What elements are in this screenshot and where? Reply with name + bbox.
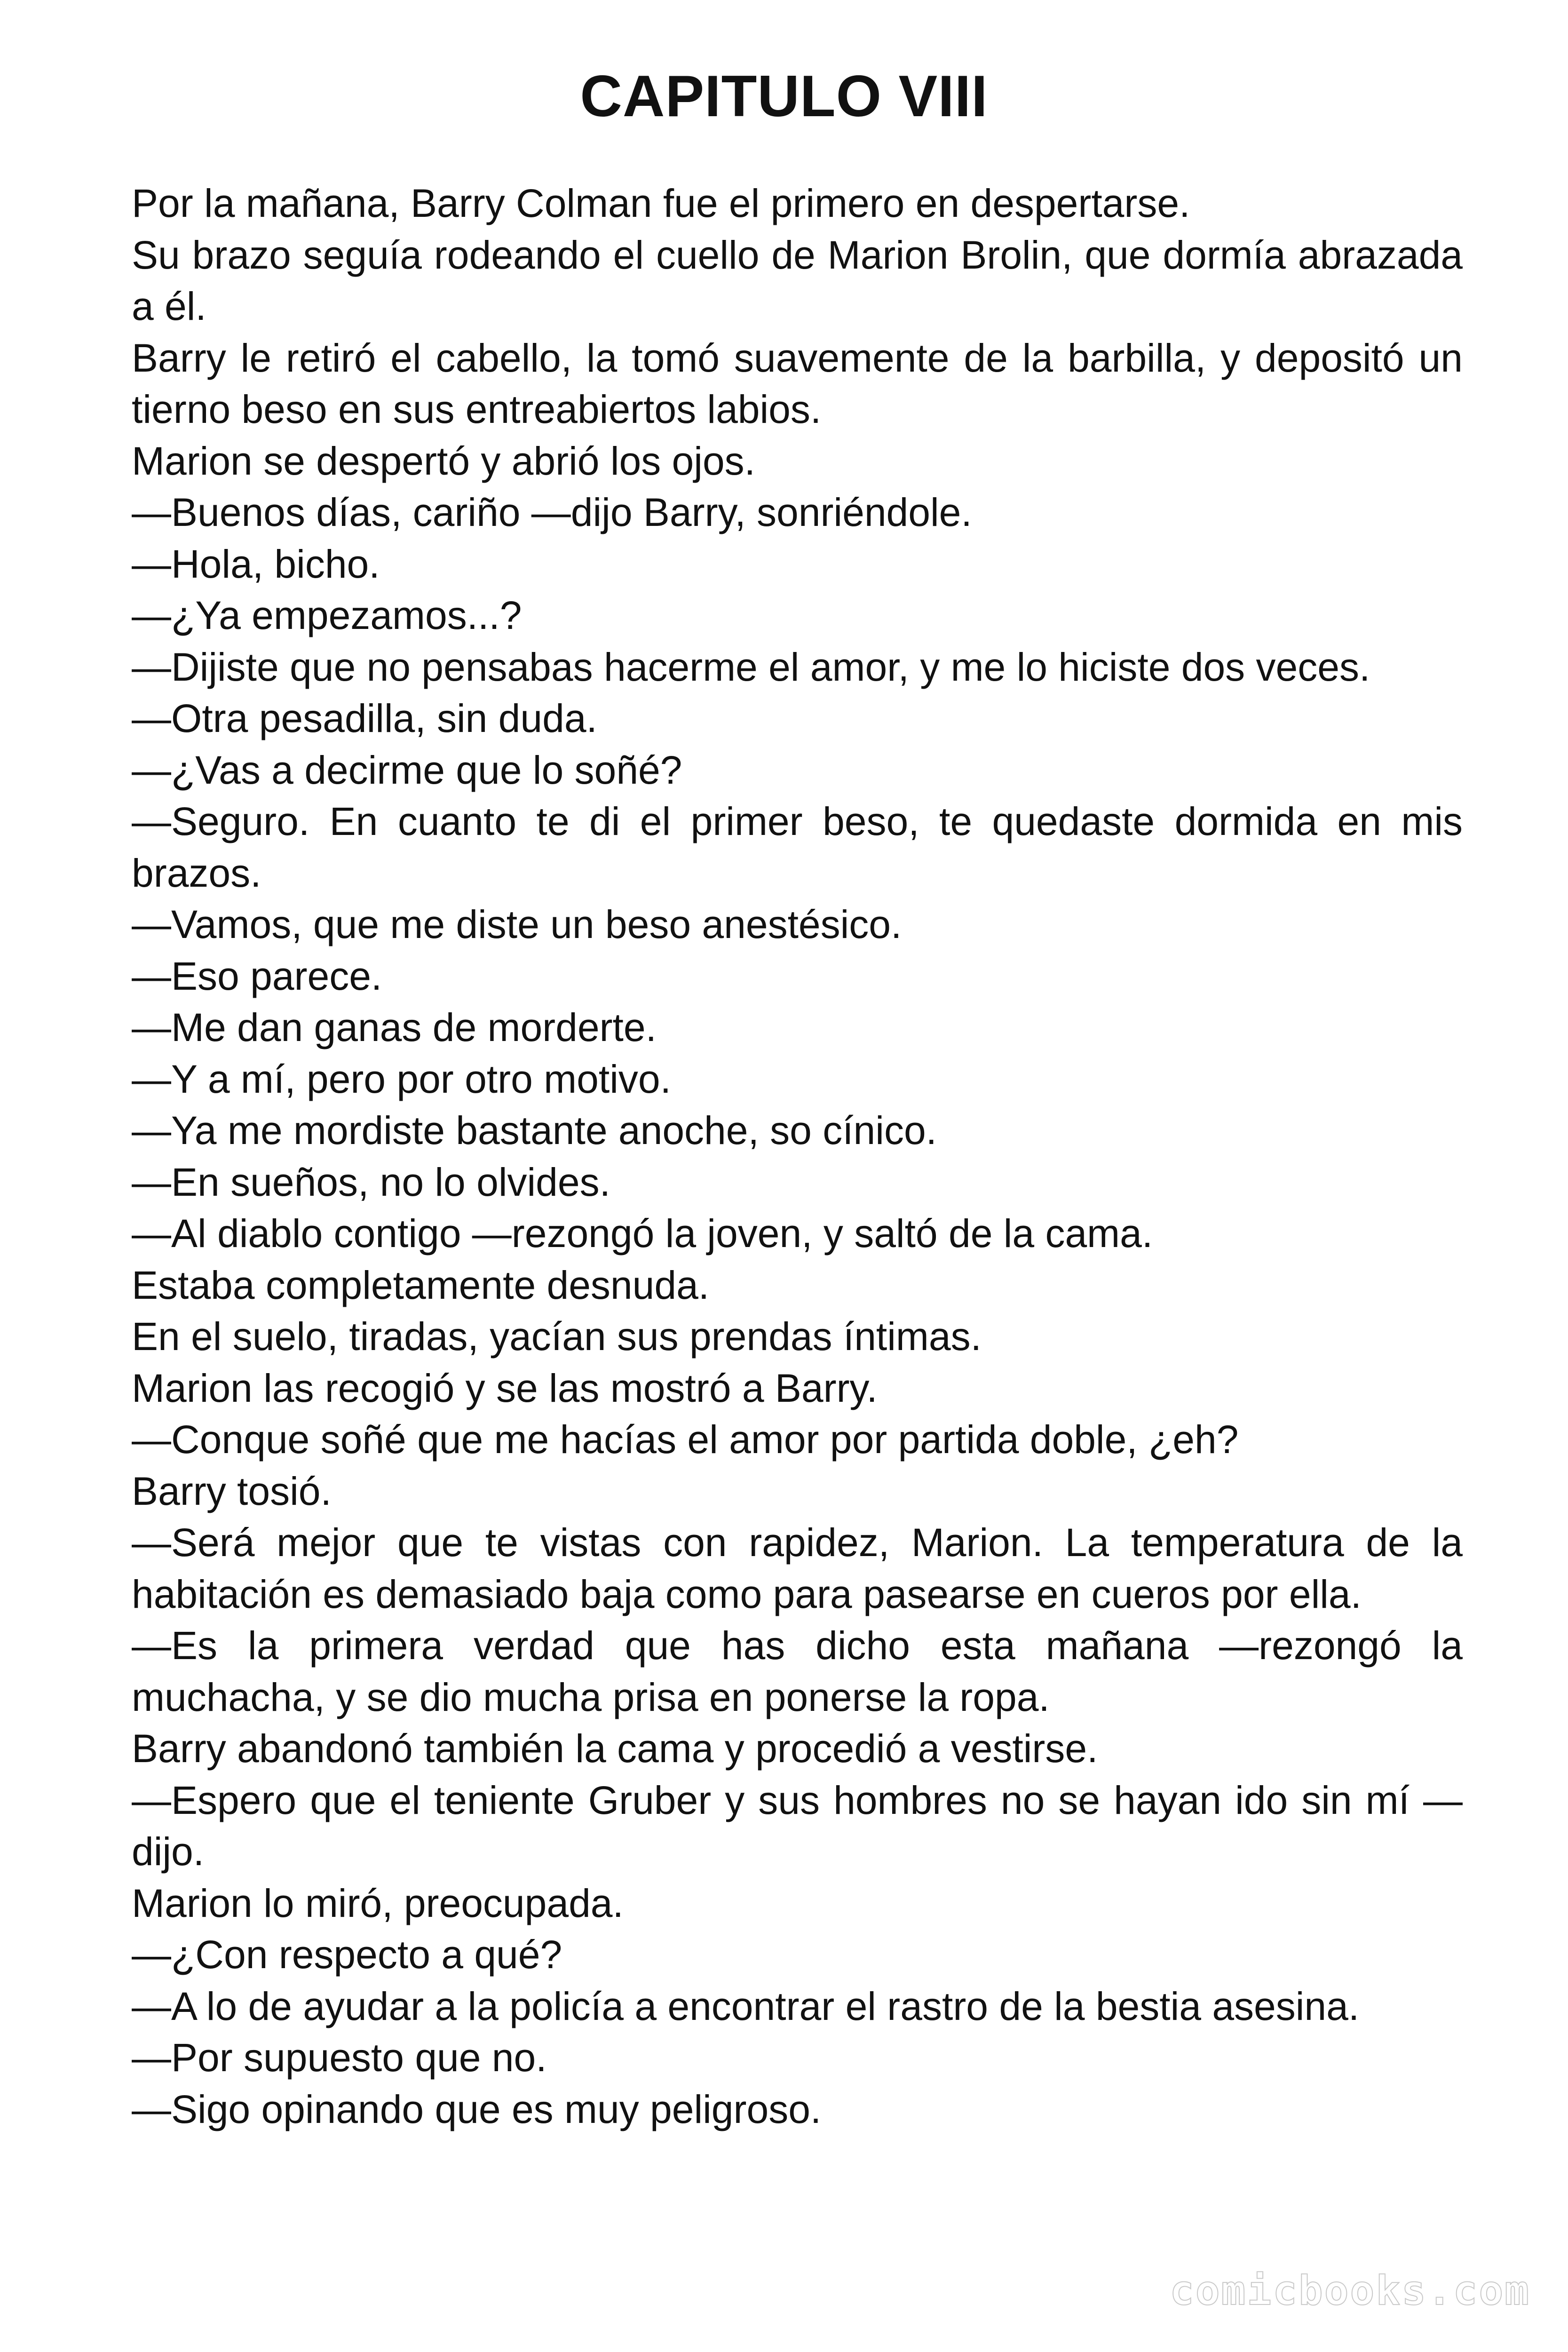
paragraph: —Al diablo contigo —rezongó la joven, y saltó de la cama. bbox=[132, 1211, 1153, 1255]
paragraph: —Es la primera verdad que has dicho esta mañana —rezongó la muchacha, y se dio mucha prisa en ponerse la ropa. bbox=[132, 1623, 1463, 1719]
paragraph: —Vamos, que me diste un beso anestésico. bbox=[132, 902, 902, 946]
paragraph: —Conque soñé que me hacías el amor por partida doble, ¿eh? bbox=[132, 1417, 1239, 1462]
paragraph: —En sueños, no lo olvides. bbox=[132, 1160, 610, 1204]
paragraph: —Será mejor que te vistas con rapidez, Marion. La temperatura de la habitación es demasiado baja como para pasearse en cueros por ella. bbox=[132, 1520, 1463, 1616]
paragraph: En el suelo, tiradas, yacían sus prendas íntimas. bbox=[132, 1314, 982, 1359]
paragraph: Barry le retiró el cabello, la tomó suavemente de la barbilla, y depositó un tierno beso en sus entreabiertos labios. bbox=[132, 335, 1463, 431]
paragraph: Por la mañana, Barry Colman fue el primero en despertarse. bbox=[132, 181, 1190, 225]
paragraph: —Eso parece. bbox=[132, 954, 382, 998]
paragraph: Barry abandonó también la cama y procedió a vestirse. bbox=[132, 1726, 1098, 1771]
paragraph: —Dijiste que no pensabas hacerme el amor, y me lo hiciste dos veces. bbox=[132, 644, 1370, 689]
paragraph: —Y a mí, pero por otro motivo. bbox=[132, 1057, 671, 1101]
paragraph: Barry tosió. bbox=[132, 1469, 332, 1513]
paragraph: —Me dan ganas de morderte. bbox=[132, 1005, 657, 1049]
paragraph: —Buenos días, cariño —dijo Barry, sonriéndole. bbox=[132, 490, 972, 534]
chapter-title: CAPITULO VIII bbox=[580, 64, 988, 129]
paragraph: —Por supuesto que no. bbox=[132, 2035, 547, 2080]
paragraph: —Otra pesadilla, sin duda. bbox=[132, 696, 597, 740]
paragraph: Marion lo miró, preocupada. bbox=[132, 1881, 624, 1925]
paragraph: —Hola, bicho. bbox=[132, 541, 380, 586]
paragraph: —Seguro. En cuanto te di el primer beso, te quedaste dormida en mis brazos. bbox=[132, 799, 1463, 895]
paragraph: Marion las recogió y se las mostró a Barry. bbox=[132, 1366, 878, 1410]
paragraph: —Ya me mordiste bastante anoche, so cínico. bbox=[132, 1108, 937, 1152]
chapter-body bbox=[132, 178, 1463, 2135]
paragraph: —Espero que el teniente Gruber y sus hombres no se hayan ido sin mí —dijo. bbox=[132, 1778, 1463, 1874]
paragraph: —¿Con respecto a qué? bbox=[132, 1932, 562, 1977]
paragraph: Estaba completamente desnuda. bbox=[132, 1263, 710, 1307]
paragraph: Marion se despertó y abrió los ojos. bbox=[132, 438, 755, 483]
paragraph: —A lo de ayudar a la policía a encontrar el rastro de la bestia asesina. bbox=[132, 1984, 1360, 2028]
paragraph: —Sigo opinando que es muy peligroso. bbox=[132, 2087, 822, 2131]
paragraph: Su brazo seguía rodeando el cuello de Marion Brolin, que dormía abrazada a él. bbox=[132, 232, 1463, 328]
paragraph: —¿Vas a decirme que lo soñé? bbox=[132, 747, 682, 792]
paragraph: —¿Ya empezamos...? bbox=[132, 593, 522, 637]
watermark: comicbooks.com bbox=[1170, 2267, 1530, 2314]
